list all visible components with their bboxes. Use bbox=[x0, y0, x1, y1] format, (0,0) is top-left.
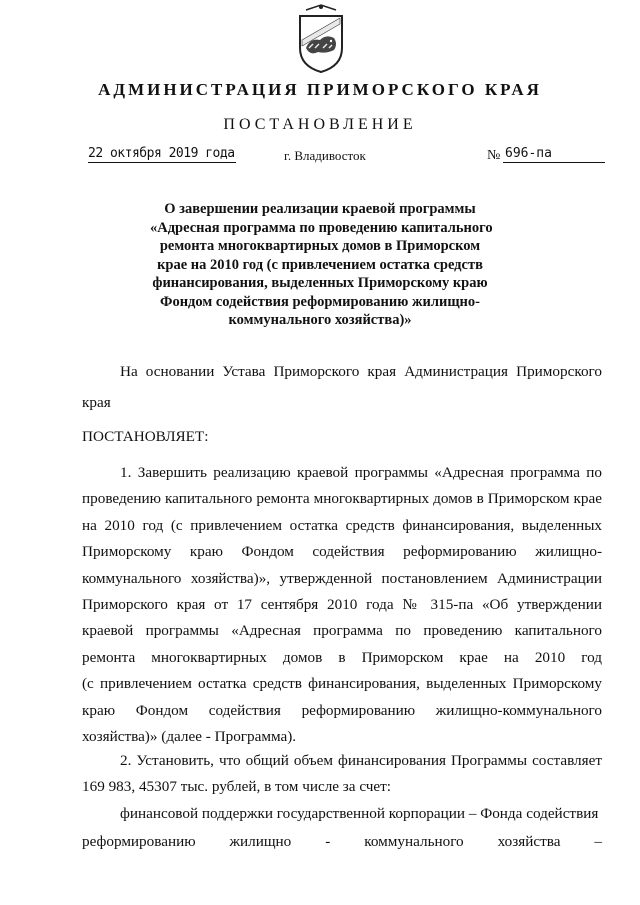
heading-line: финансирования, выделенных Приморскому краю bbox=[152, 275, 488, 291]
heading-line: ремонта многоквартирных домов в Приморском bbox=[159, 238, 481, 254]
text-line: хозяйства)» (далее - Программа). bbox=[82, 728, 297, 746]
document-number: 696-па bbox=[503, 146, 605, 163]
text-line: на 2010 год (с привлечением остатка средств финансирования, выделенных bbox=[82, 516, 602, 534]
basis-paragraph bbox=[82, 356, 602, 418]
text-line: реформированию жилищно - коммунального хозяйства – bbox=[82, 833, 602, 850]
decree-word: ПОСТАНОВЛЯЕТ: bbox=[82, 428, 209, 445]
text-line: краю Фондом содействия реформированию жилищно-коммунального bbox=[82, 701, 602, 719]
heading-line: О завершении реализации краевой программы bbox=[164, 201, 476, 217]
paragraph-3 bbox=[82, 800, 602, 856]
text-line: ремонта многоквартирных домов в Приморском крае на 2010 год bbox=[82, 648, 602, 666]
paragraph-2 bbox=[82, 748, 602, 801]
document-number-label: № bbox=[487, 148, 501, 163]
document-heading bbox=[150, 200, 493, 330]
text-line: проведению капитального ремонта многоквартирных домов в Приморском крае bbox=[82, 490, 602, 508]
document-date: 22 октября 2019 года bbox=[88, 146, 235, 161]
coat-of-arms-emblem bbox=[296, 4, 346, 74]
text-line: 2. Установить, что общий объем финансирования Программы составляет bbox=[120, 752, 602, 769]
text-line: края bbox=[82, 394, 111, 411]
text-line: Приморского края от 17 сентября 2010 года № 315-па «Об утверждении bbox=[82, 596, 602, 614]
text-line: (с привлечением остатка средств финансирования, выделенных Приморскому bbox=[82, 675, 602, 693]
heading-line: «Адресная программа по проведению капитального bbox=[150, 219, 493, 236]
text-line: На основании Устава Приморского края Администрация Приморского bbox=[120, 363, 602, 380]
text-line: 169 983, 45307 тыс. рублей, в том числе за счет: bbox=[82, 778, 392, 796]
text-line: 1. Завершить реализацию краевой программы «Адресная программа по bbox=[120, 464, 602, 481]
heading-line: крае на 2010 год (с привлечением остатка средств bbox=[157, 256, 483, 273]
text-line: Приморскому краю Фондом содействия реформированию жилищно- bbox=[82, 543, 602, 561]
text-line: финансовой поддержки государственной корпорации – Фонда содействия bbox=[120, 805, 599, 822]
document-type: ПОСТАНОВЛЕНИЕ bbox=[223, 116, 417, 133]
document-city: г. Владивосток bbox=[284, 148, 366, 163]
text-line: краевой программы «Адресная программа по проведению капитального bbox=[82, 622, 602, 640]
organization-title: АДМИНИСТРАЦИЯ ПРИМОРСКОГО КРАЯ bbox=[98, 80, 542, 99]
text-line: коммунального хозяйства)», утвержденной постановлением Администрации bbox=[82, 569, 602, 587]
paragraph-1 bbox=[82, 460, 602, 750]
heading-line: Фондом содействия реформированию жилищно- bbox=[160, 293, 480, 310]
heading-line: коммунального хозяйства)» bbox=[228, 312, 412, 328]
